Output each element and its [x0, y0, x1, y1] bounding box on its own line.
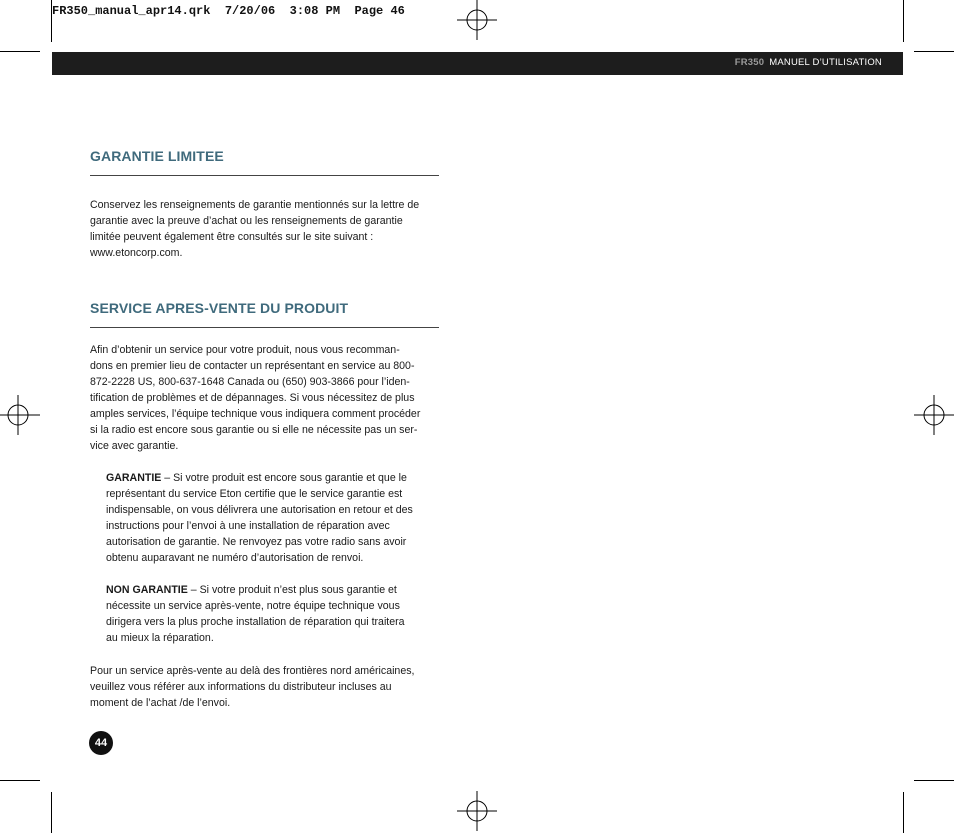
in-warranty-lead: – Si votre produit est encore sous garantie et que le	[161, 472, 407, 484]
header-bar	[52, 52, 903, 75]
text-line: veuillez vous référer aux informations du distributeur incluses au	[90, 681, 392, 693]
text-line: amples services, l’équipe technique vous indiquera comment procéder	[90, 408, 421, 420]
out-of-warranty-label: NON GARANTIE	[106, 584, 188, 596]
text-line: nécessite un service après-vente, notre équipe technique vous	[106, 600, 400, 612]
in-warranty-label: GARANTIE	[106, 472, 162, 484]
text-line: si la radio est encore sous garantie ou si elle ne nécessite pas un ser-	[90, 424, 418, 436]
text-line: Conservez les renseignements de garantie mentionnés sur la lettre de	[90, 199, 420, 211]
crop-mark	[51, 0, 52, 42]
header-title: MANUEL D’UTILISATION	[769, 57, 882, 68]
text-line: 872-2228 US, 800-637-1648 Canada ou (650) 903-3866 pour l’iden-	[90, 376, 410, 388]
header-brand	[735, 57, 882, 68]
text-line: dirigera vers la plus proche installation de réparation qui traitera	[106, 616, 405, 628]
text-line: dons en premier lieu de contacter un représentant en service au 800-	[90, 360, 415, 372]
text-line: au mieux la réparation.	[106, 632, 214, 644]
warranty-paragraph	[90, 197, 440, 261]
service-outro-paragraph	[90, 663, 440, 711]
print-slug: FR350_manual_apr14.qrk 7/20/06 3:08 PM Page 46	[52, 4, 405, 18]
text-line: vice avec garantie.	[90, 440, 179, 452]
crop-mark	[51, 792, 52, 833]
text-line: instructions pour l’envoi à une installation de réparation avec	[106, 520, 390, 532]
registration-mark-icon	[457, 0, 497, 40]
heading-rule	[90, 175, 439, 176]
text-line: autorisation de garantie. Ne renvoyez pas votre radio sans avoir	[106, 536, 407, 548]
crop-mark	[903, 0, 904, 42]
in-warranty-paragraph	[106, 470, 440, 566]
text-line: www.etoncorp.com.	[90, 247, 183, 259]
out-of-warranty-paragraph	[106, 582, 440, 646]
heading-rule	[90, 327, 439, 328]
crop-mark	[0, 51, 40, 52]
heading-warranty: GARANTIE LIMITEE	[90, 148, 224, 164]
header-model: FR350	[734, 57, 765, 68]
service-intro-paragraph	[90, 342, 440, 454]
crop-mark	[0, 780, 40, 781]
registration-mark-icon	[914, 395, 954, 435]
text-line: tification de problèmes et de dépannages. Si vous nécessitez de plus	[90, 392, 415, 404]
text-line: Afin d’obtenir un service pour votre produit, nous vous recomman-	[90, 344, 400, 356]
text-line	[106, 582, 440, 598]
crop-mark	[914, 51, 954, 52]
crop-mark	[903, 792, 904, 833]
text-line: moment de l’achat /de l’envoi.	[90, 697, 231, 709]
text-line: garantie avec la preuve d’achat ou les renseignements de garantie	[90, 215, 403, 227]
registration-mark-icon	[0, 395, 40, 435]
text-line: indispensable, on vous délivrera une autorisation en retour et des	[106, 504, 413, 516]
heading-service: SERVICE APRES-VENTE DU PRODUIT	[90, 300, 349, 316]
page-number-badge: 44	[89, 731, 113, 755]
text-line: limitée peuvent également être consultés sur le site suivant :	[90, 231, 374, 243]
crop-mark	[914, 780, 954, 781]
text-line	[106, 470, 440, 486]
text-line: Pour un service après-vente au delà des frontières nord américaines,	[90, 665, 415, 677]
out-of-warranty-lead: – Si votre produit n’est plus sous garantie et	[187, 584, 397, 596]
text-line: représentant du service Eton certifie que le service garantie est	[106, 488, 403, 500]
text-line: obtenu auparavant ne numéro d’autorisation de renvoi.	[106, 552, 364, 564]
registration-mark-icon	[457, 791, 497, 831]
